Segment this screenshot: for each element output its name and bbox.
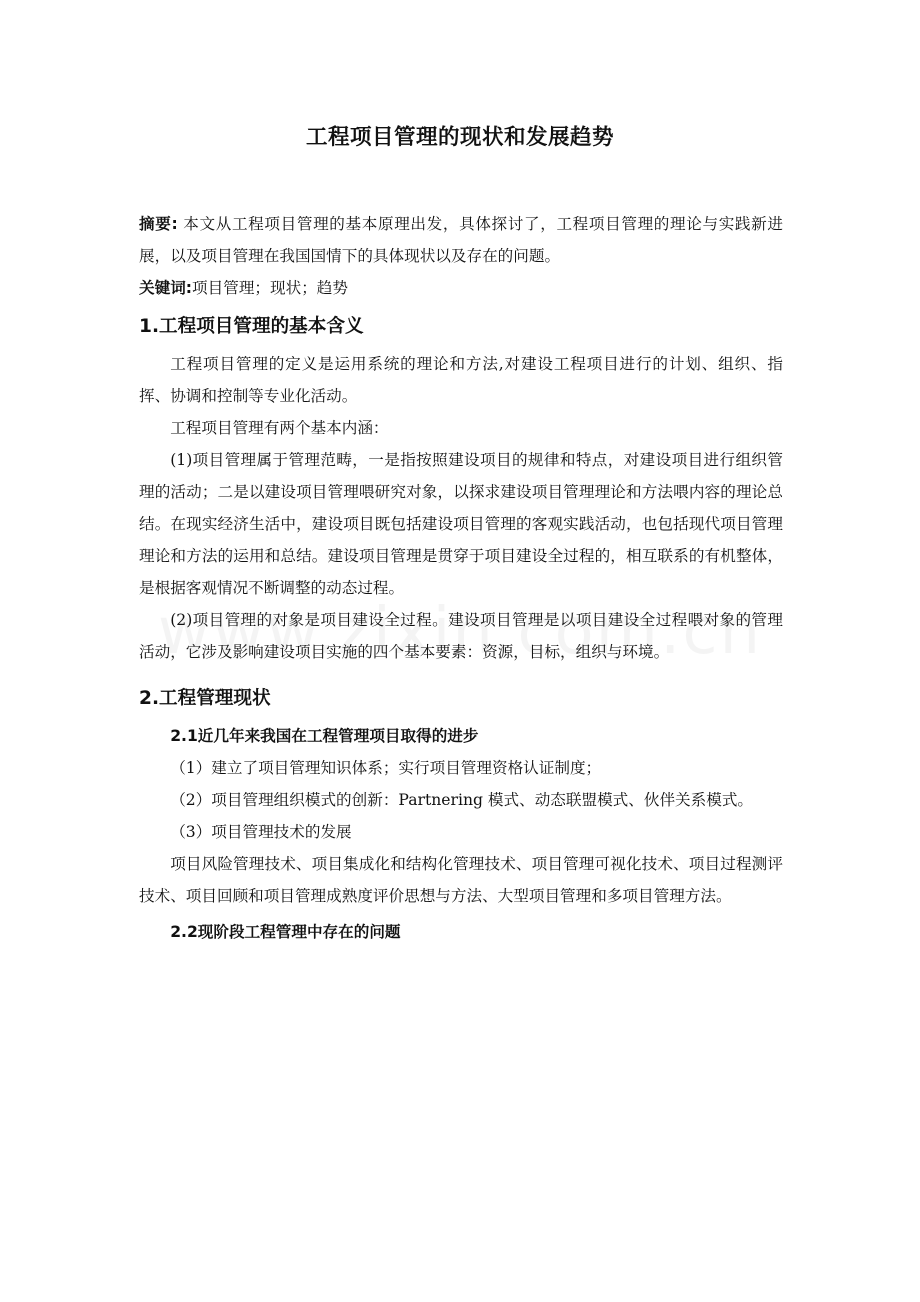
section2-heading: 2.工程管理现状 xyxy=(139,688,271,709)
abstract-label: 摘要: xyxy=(139,215,178,233)
section1-paragraph-1: 工程项目管理的定义是运用系统的理论和方法,对建设工程项目进行的计划、组织、指挥、协调和控制等专业化活动。 xyxy=(139,355,783,405)
section2-2-heading: 2.2现阶段工程管理中存在的问题 xyxy=(170,923,401,941)
section1-paragraph-4: (2)项目管理的对象是项目建设全过程。建设项目管理是以项目建设全过程喂对象的管理活动，它涉及影响建设项目实施的四个基本要素：资源，目标，组织与环境。 xyxy=(139,611,783,661)
keywords xyxy=(139,272,783,304)
abstract xyxy=(139,208,783,272)
section2-1-heading: 2.1近几年来我国在工程管理项目取得的进步 xyxy=(170,727,479,745)
document-body xyxy=(139,208,783,948)
page-title: 工程项目管理的现状和发展趋势 xyxy=(305,125,614,150)
section2-1-item-1: （1）建立了项目管理知识体系；实行项目管理资格认证制度； xyxy=(170,759,602,777)
section1-heading: 1.工程项目管理的基本含义 xyxy=(139,316,364,337)
section2-1-item-3: （3）项目管理技术的发展 xyxy=(170,823,352,841)
abstract-text: 本文从工程项目管理的基本原理出发，具体探讨了，工程项目管理的理论与实践新进展，以及项目管理在我国国情下的具体现状以及存在的问题。 xyxy=(139,215,783,265)
keywords-text: 项目管理；现状；趋势 xyxy=(192,279,348,297)
section1-paragraph-2: 工程项目管理有两个基本内涵： xyxy=(170,419,389,437)
section1-paragraph-3: (1)项目管理属于管理范畴，一是指按照建设项目的规律和特点，对建设项目进行组织管理的活动；二是以建设项目管理喂研究对象，以探求建设项目管理理论和方法喂内容的理论总结。在现实经济生活中，建设项目既包括建设项目管理的客观实践活动，也包括现代项目管理理论和方法的运用和总结。建设项目管理是贯穿于项目建设全过程的，相互联系的有机整体，是根据客观情况不断调整的动态过程。 xyxy=(139,451,783,597)
section2-1-item-3-text: 项目风险管理技术、项目集成化和结构化管理技术、项目管理可视化技术、项目过程测评技术、项目回顾和项目管理成熟度评价思想与方法、大型项目管理和多项目管理方法。 xyxy=(139,855,783,905)
section2-1-item-2: （2）项目管理组织模式的创新：Partnering 模式、动态联盟模式、伙伴关系模式。 xyxy=(170,791,754,809)
keywords-label: 关键词: xyxy=(139,279,193,297)
